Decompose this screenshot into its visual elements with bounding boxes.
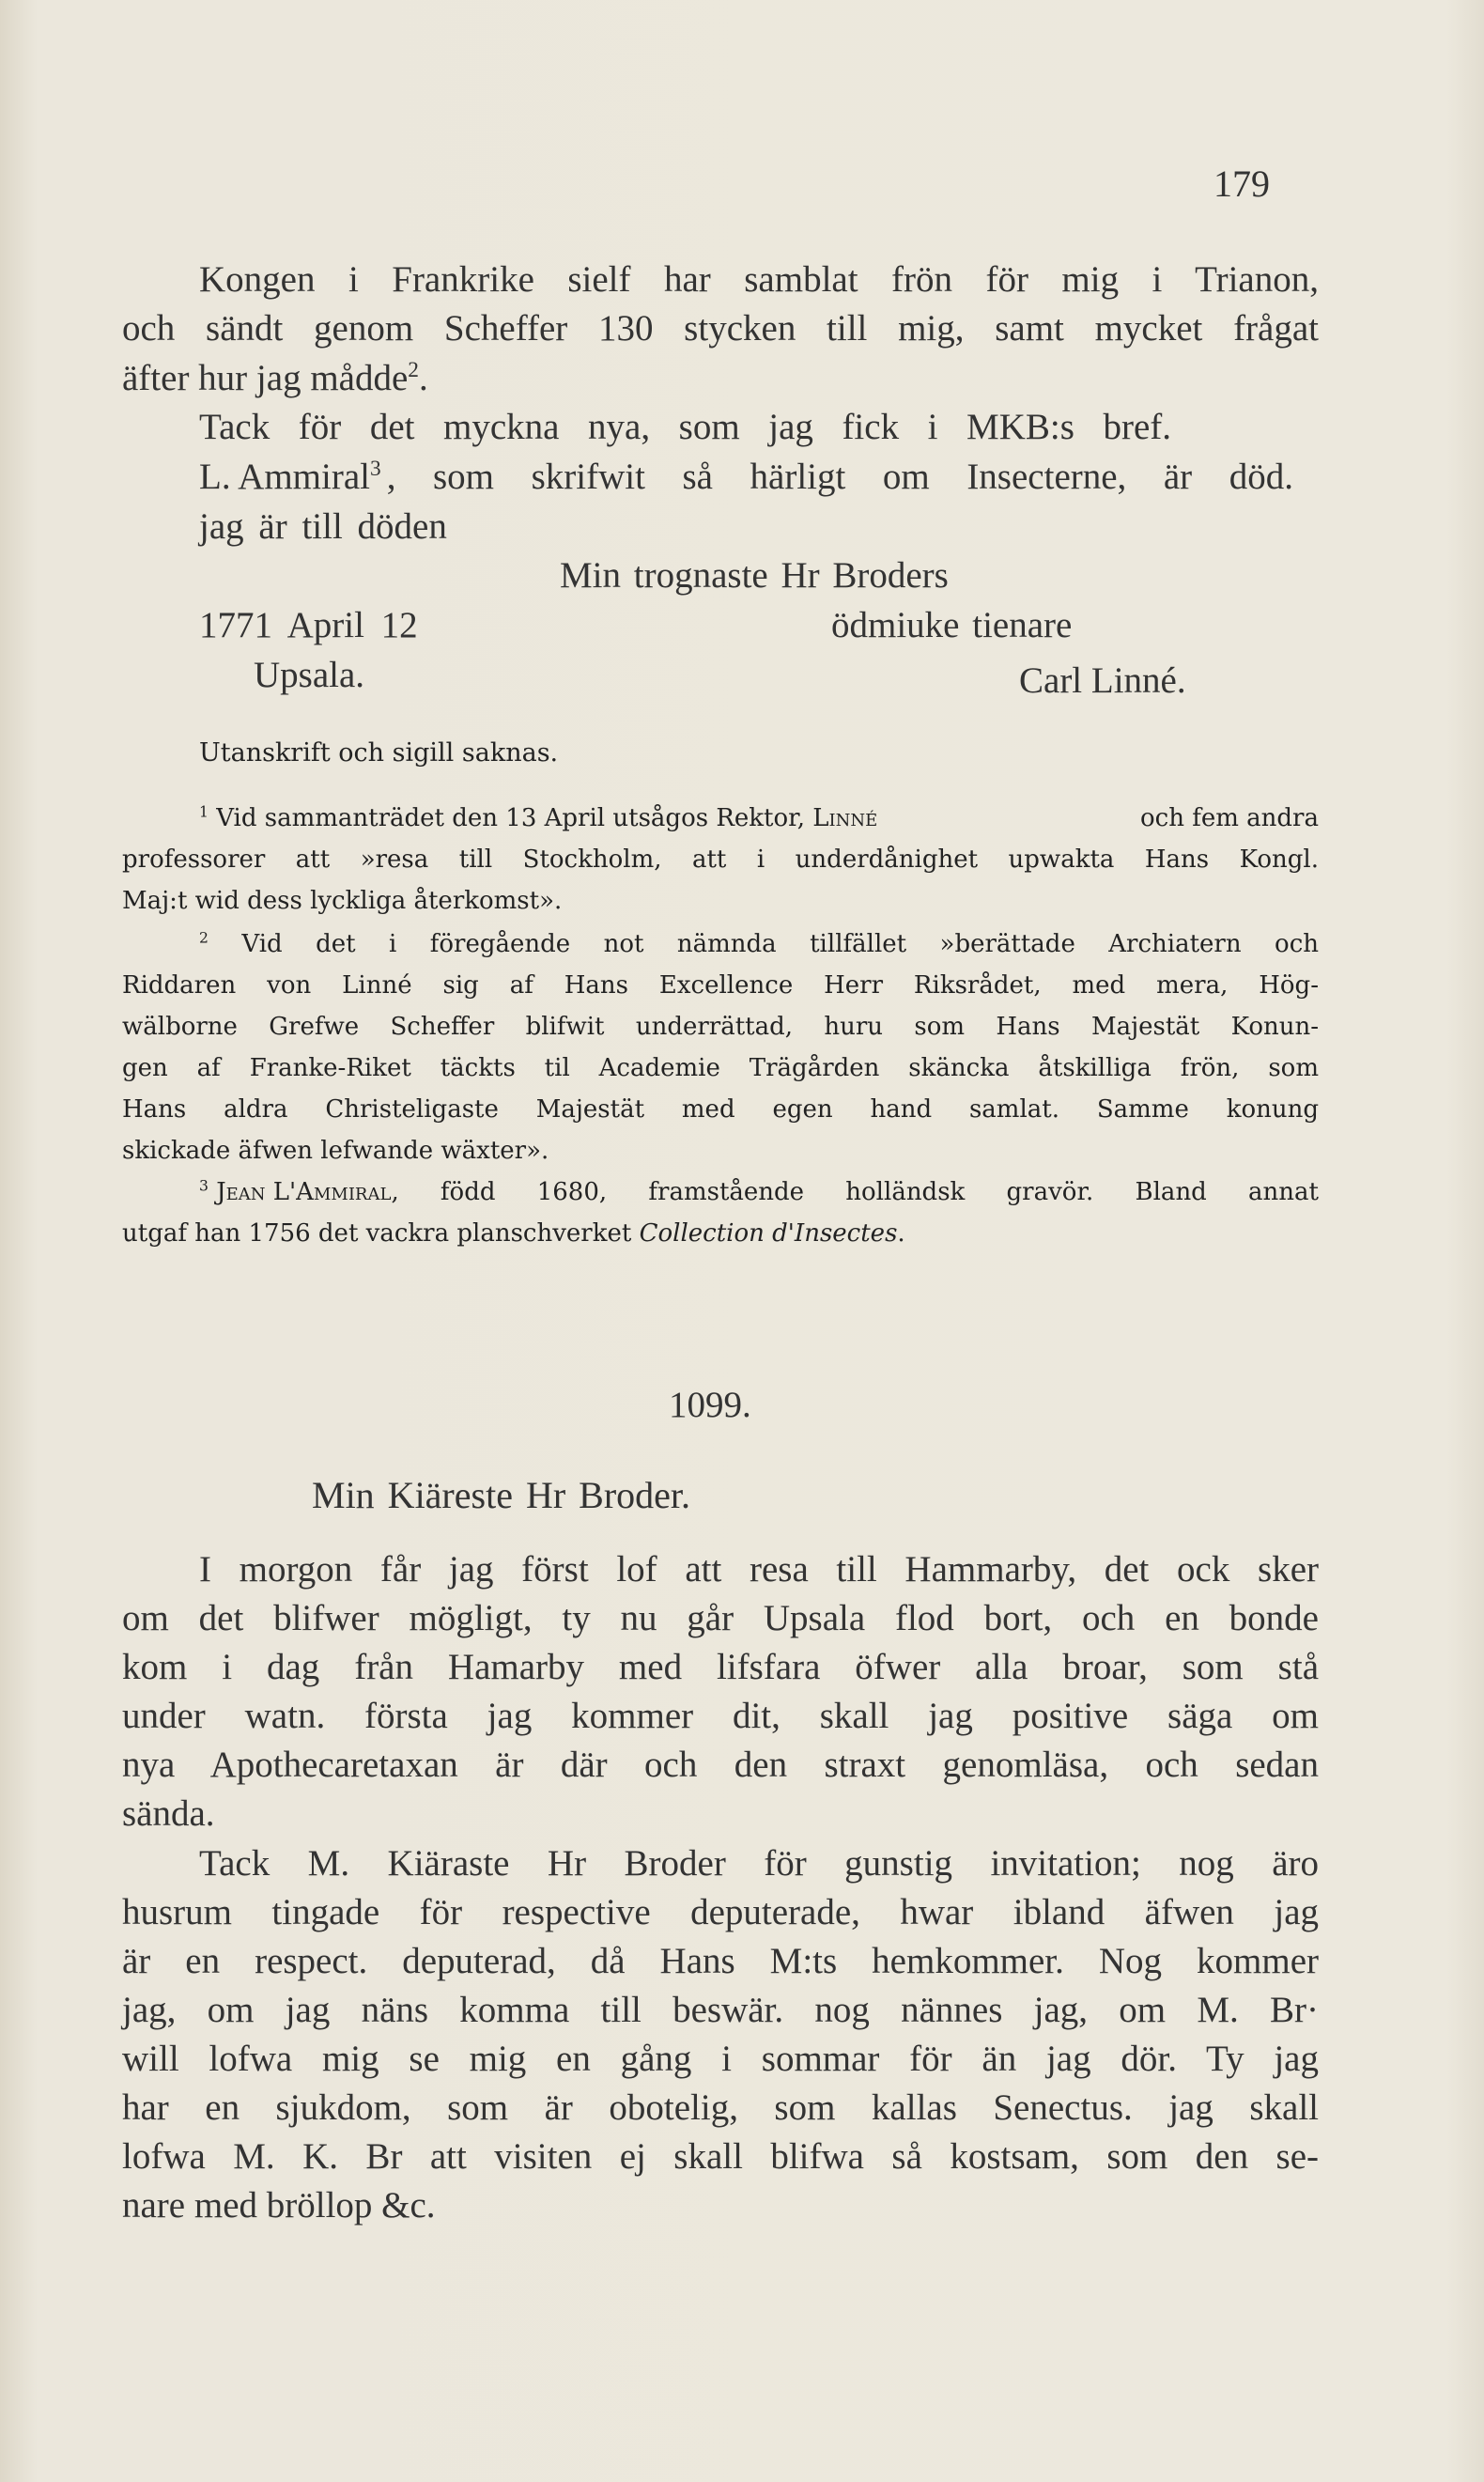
letter-place: Upsala. [254, 655, 365, 695]
footnote-1-line: Maj:t wid dess lyckliga återkomst». [122, 887, 563, 915]
body-line: är en respect. deputerad, då Hans M:ts hemkommer. Nog kommer [122, 1941, 1319, 1981]
letter-number: 1099. [669, 1385, 751, 1425]
book-title: Collection d'Insectes [639, 1219, 898, 1248]
editorial-note: Utanskrift och sigill saknas. [199, 738, 559, 768]
footnote-ref: 3 [369, 457, 381, 481]
letter-line-rest: , som skrifwit så härligt om Insecterne, är död. [386, 457, 1293, 497]
body-line: jag, om jag näns komma till beswär. nog nännes jag, om M. Br· [122, 1990, 1319, 2030]
letter-line-period: . [418, 358, 428, 398]
footnote-2-line: gen af Franke-Riket täckts til Academie Trägården skäncka åtskilliga frön, som [122, 1054, 1319, 1082]
letter-line [199, 456, 1293, 498]
letter-line-start: L. Ammiral$^3$ [199, 457, 381, 497]
body-line: Tack M. Kiäraste Hr Broder för gunstig invitation; nog äro [199, 1843, 1319, 1884]
name-linne: Linné [812, 804, 878, 832]
footnote-3-start [199, 1178, 391, 1206]
footnote-2-line: skickade äfwen lefwande wäxter». [122, 1137, 549, 1165]
salutation: Min Kiäreste Hr Broder. [312, 1474, 691, 1516]
footnote-ref: 2 [408, 358, 419, 382]
body-line: will lofwa mig se mig en gång i sommar för än jag dör. Ty jag [122, 2039, 1319, 2079]
body-line: har en sjukdom, som är obotelig, som kallas Senectus. jag skall [122, 2087, 1319, 2128]
body-line: om det blifwer mögligt, ty nu går Upsala flod bort, och en bonde [122, 1598, 1319, 1638]
footnote-1-line [199, 804, 1319, 832]
footnote-1-end: och fem andra [1140, 804, 1319, 832]
footnote-1-start: $^1$ Vid sammanträdet den 13 April utsågos Rektor, Linné [199, 803, 878, 832]
footnote-2-line: wälborne Grefwe Scheffer blifwit underrättad, huru som Hans Majestät Konun- [122, 1013, 1319, 1041]
footnote-marker: 1 [199, 803, 209, 821]
signature: Carl Linné. [1019, 660, 1186, 701]
letter-line [122, 357, 428, 399]
body-line: under watn. första jag kommer dit, skall jag positive säga om [122, 1696, 1319, 1736]
footnote-2-line: $^2$ Vid det i föregående not nämnda tillfället »berättade Archiatern och [199, 929, 1320, 958]
letter-date: 1771 April 12 [199, 605, 418, 645]
body-line: nya Apothecaretaxan är där och den straxt genomläsa, och sedan [122, 1745, 1319, 1785]
page-number: 179 [1213, 163, 1270, 205]
body-line: I morgon får jag först lof att resa till Hammarby, det ock sker [199, 1549, 1319, 1590]
footnote-3-line [199, 1178, 1319, 1206]
footnote-3-rest: , född 1680, framstående holländsk gravör. Bland annat [391, 1178, 1319, 1206]
footnote-2-line: Riddaren von Linné sig af Hans Excellence Herr Riksrådet, med mera, Hög- [122, 971, 1319, 1000]
letter-line: Tack för det myckna nya, som jag fick i MKB:s bref. [199, 407, 1171, 447]
name-lammiral: Jean L'Ammiral [216, 1178, 392, 1206]
body-line: lofwa M. K. Br att visiten ej skall blifwa så kostsam, som den se- [122, 2136, 1319, 2177]
letter-line: och sändt genom Scheffer 130 stycken till mig, samt mycket frågat [122, 308, 1319, 349]
footnote-3-line: utgaf han 1756 det vackra planschverket Collection d'Insectes. [122, 1219, 905, 1248]
body-line: husrum tingade för respective deputerade, hwar ibland äfwen jag [122, 1892, 1319, 1932]
body-line: kom i dag från Hamarby med lifsfara öfwer alla broar, som stå [122, 1647, 1319, 1687]
body-line: nare med bröllop &c. [122, 2185, 436, 2226]
body-line: sända. [122, 1793, 215, 1834]
footnote-marker: 3 [199, 1177, 209, 1195]
closing-phrase: Min trognaste Hr Broders [560, 555, 949, 596]
closing-humble: ödmiuke tienare [831, 605, 1073, 645]
footnote-2-line: Hans aldra Christeligaste Majestät med egen hand samlat. Samme konung [122, 1095, 1319, 1124]
letter-line: Kongen i Frankrike sielf har samblat frön för mig i Trianon, [199, 259, 1319, 300]
footnote-1-line: professorer att »resa till Stockholm, att i underdånighet upwakta Hans Kongl. [122, 845, 1319, 874]
letter-line: jag är till döden [199, 506, 447, 547]
letter-line-text: äfter hur jag mådde [122, 358, 409, 398]
footnote-marker: 2 [199, 929, 209, 947]
